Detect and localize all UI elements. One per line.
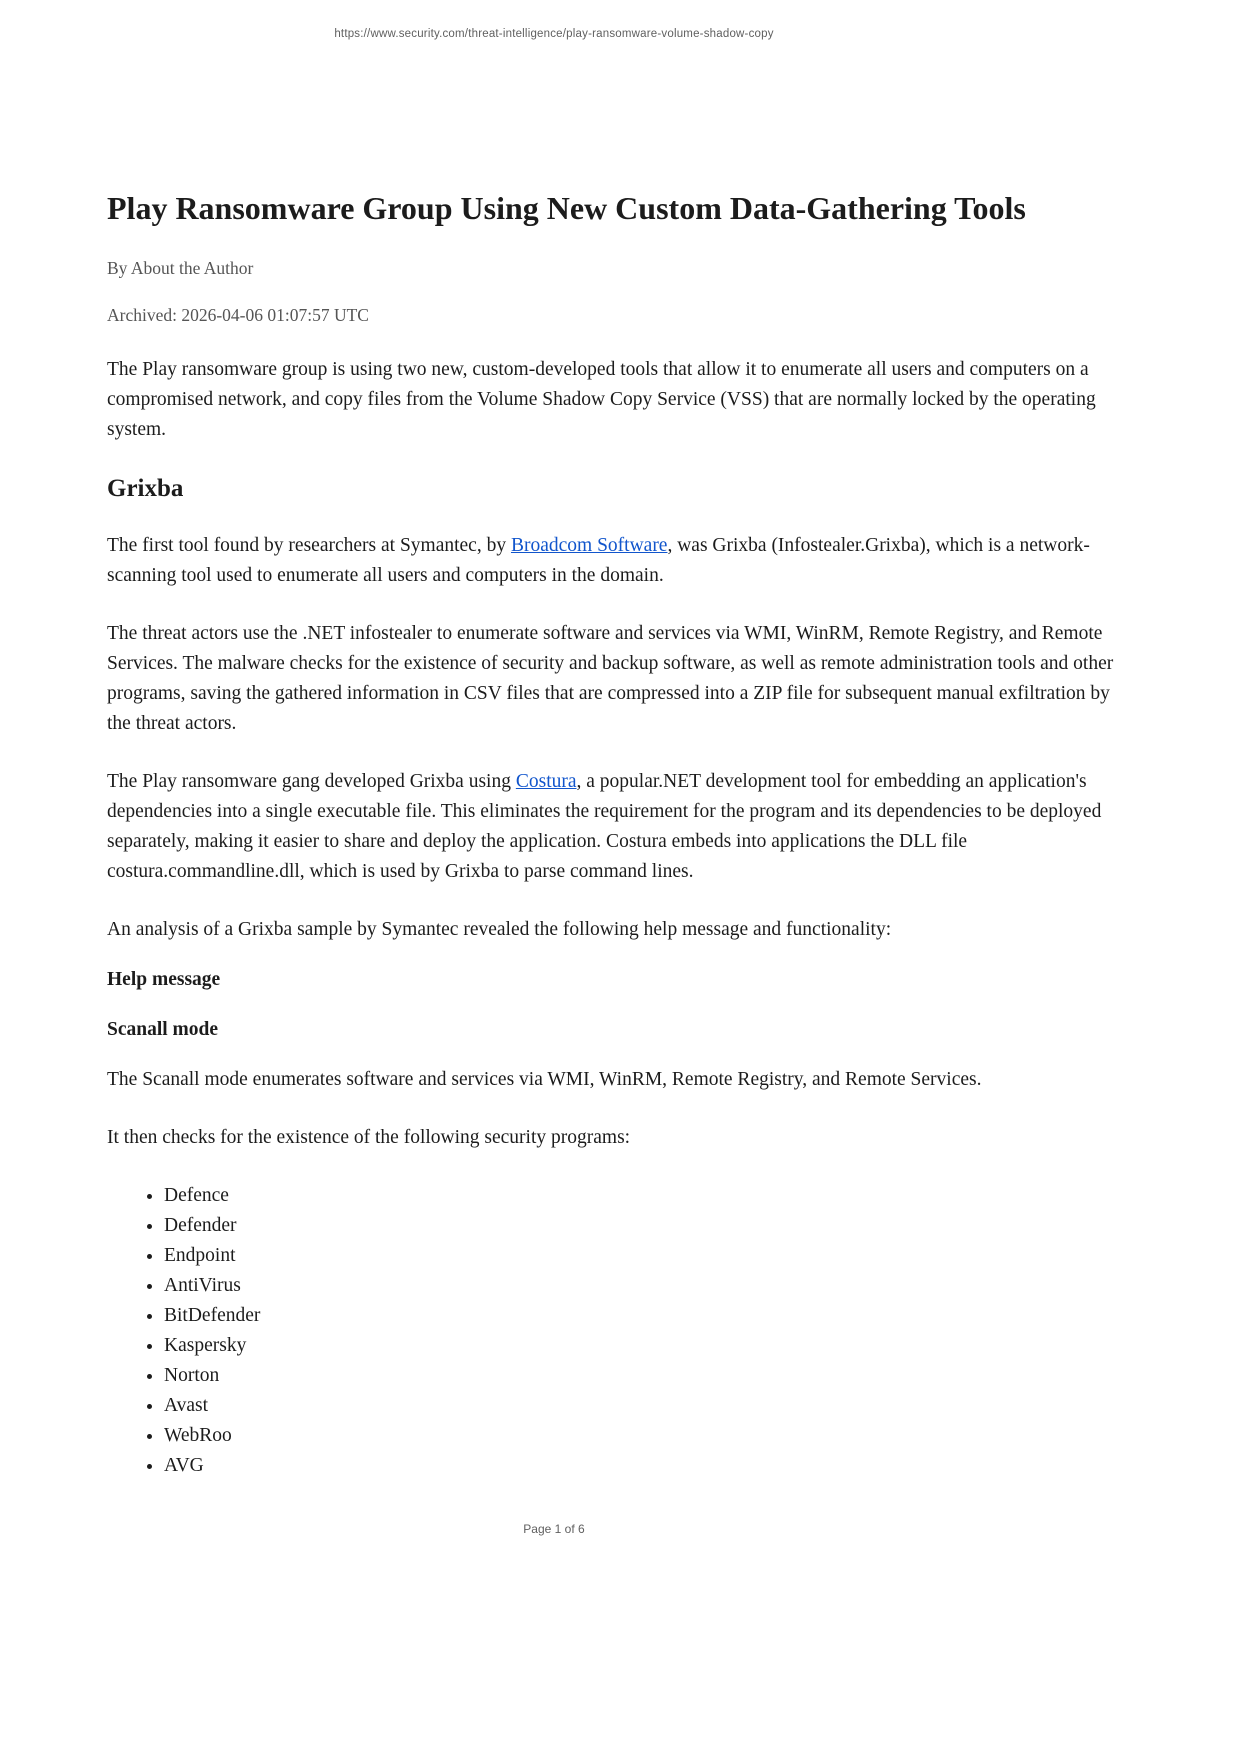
paragraph-intro: The Play ransomware group is using two new, custom-developed tools that allow it to enumerate all users and computers on a compromised network, and copy files from the Volume Shadow Copy Service (VSS) that are normally locked by the operating system. xyxy=(107,358,1096,440)
costura-link[interactable]: Costura xyxy=(515,771,577,793)
text-run: The first tool found by researchers at Symantec, by xyxy=(107,535,511,557)
archived-timestamp: Archived: 2026-04-06 01:07:57 UTC xyxy=(107,305,369,326)
list-item: • Kaspersky xyxy=(164,1331,1135,1361)
paragraph-security-programs-intro: It then checks for the existence of the following security programs: xyxy=(107,1127,631,1149)
help-message-label: Help message xyxy=(107,969,221,991)
security-programs-list xyxy=(107,1181,1135,1481)
list-item: • Defence xyxy=(164,1181,1135,1211)
list-item: • BitDefender xyxy=(164,1301,1135,1331)
list-item: • Defender xyxy=(164,1211,1135,1241)
byline: By About the Author xyxy=(107,258,254,278)
page-url: https://www.security.com/threat-intelligence/play-ransomware-volume-shadow-copy xyxy=(334,28,774,40)
article xyxy=(107,188,1135,1509)
list-item: • Norton xyxy=(164,1361,1135,1391)
paragraph-analysis: An analysis of a Grixba sample by Symantec revealed the following help message and functionality: xyxy=(107,919,892,941)
text-run: , a popular.NET development tool for embedding an application's dependencies into a single executable file. This eliminates the requirement for the program and its dependencies to be deployed separately, making it easier to share and deploy the application. Costura embeds into applications the DLL file costura.commandline.dll, which is used by Grixba to parse command lines. xyxy=(107,771,1102,883)
page-number: Page 1 of 6 xyxy=(523,1522,585,1536)
paragraph-grixba-1 xyxy=(107,531,1135,591)
print-header xyxy=(0,28,1108,40)
paragraph-grixba-3 xyxy=(107,767,1135,887)
section-heading-grixba: Grixba xyxy=(107,474,184,502)
list-item: • AVG xyxy=(164,1451,1135,1481)
text-run: The Play ransomware gang developed Grixba using xyxy=(107,771,516,793)
broadcom-software-link[interactable]: Broadcom Software xyxy=(510,535,668,557)
print-footer xyxy=(0,1522,1108,1536)
scanall-mode-label: Scanall mode xyxy=(107,1019,219,1041)
list-item: • Avast xyxy=(164,1391,1135,1421)
list-item: • AntiVirus xyxy=(164,1271,1135,1301)
list-item: • Endpoint xyxy=(164,1241,1135,1271)
list-item: • WebRoo xyxy=(164,1421,1135,1451)
paragraph-scanall: The Scanall mode enumerates software and services via WMI, WinRM, Remote Registry, and Remote Services. xyxy=(107,1069,982,1091)
text-run: , was Grixba (Infostealer.Grixba), which is a network-scanning tool used to enumerate all users and computers in the domain. xyxy=(107,535,1090,587)
article-title: Play Ransomware Group Using New Custom Data-Gathering Tools xyxy=(107,190,1026,226)
paragraph-grixba-2: The threat actors use the .NET infostealer to enumerate software and services via WMI, WinRM, Remote Registry, and Remote Services. The malware checks for the existence of security and backup software, as well as remote administration tools and other programs, saving the gathered information in CSV files that are compressed into a ZIP file for subsequent manual exfiltration by the threat actors. xyxy=(107,623,1114,735)
